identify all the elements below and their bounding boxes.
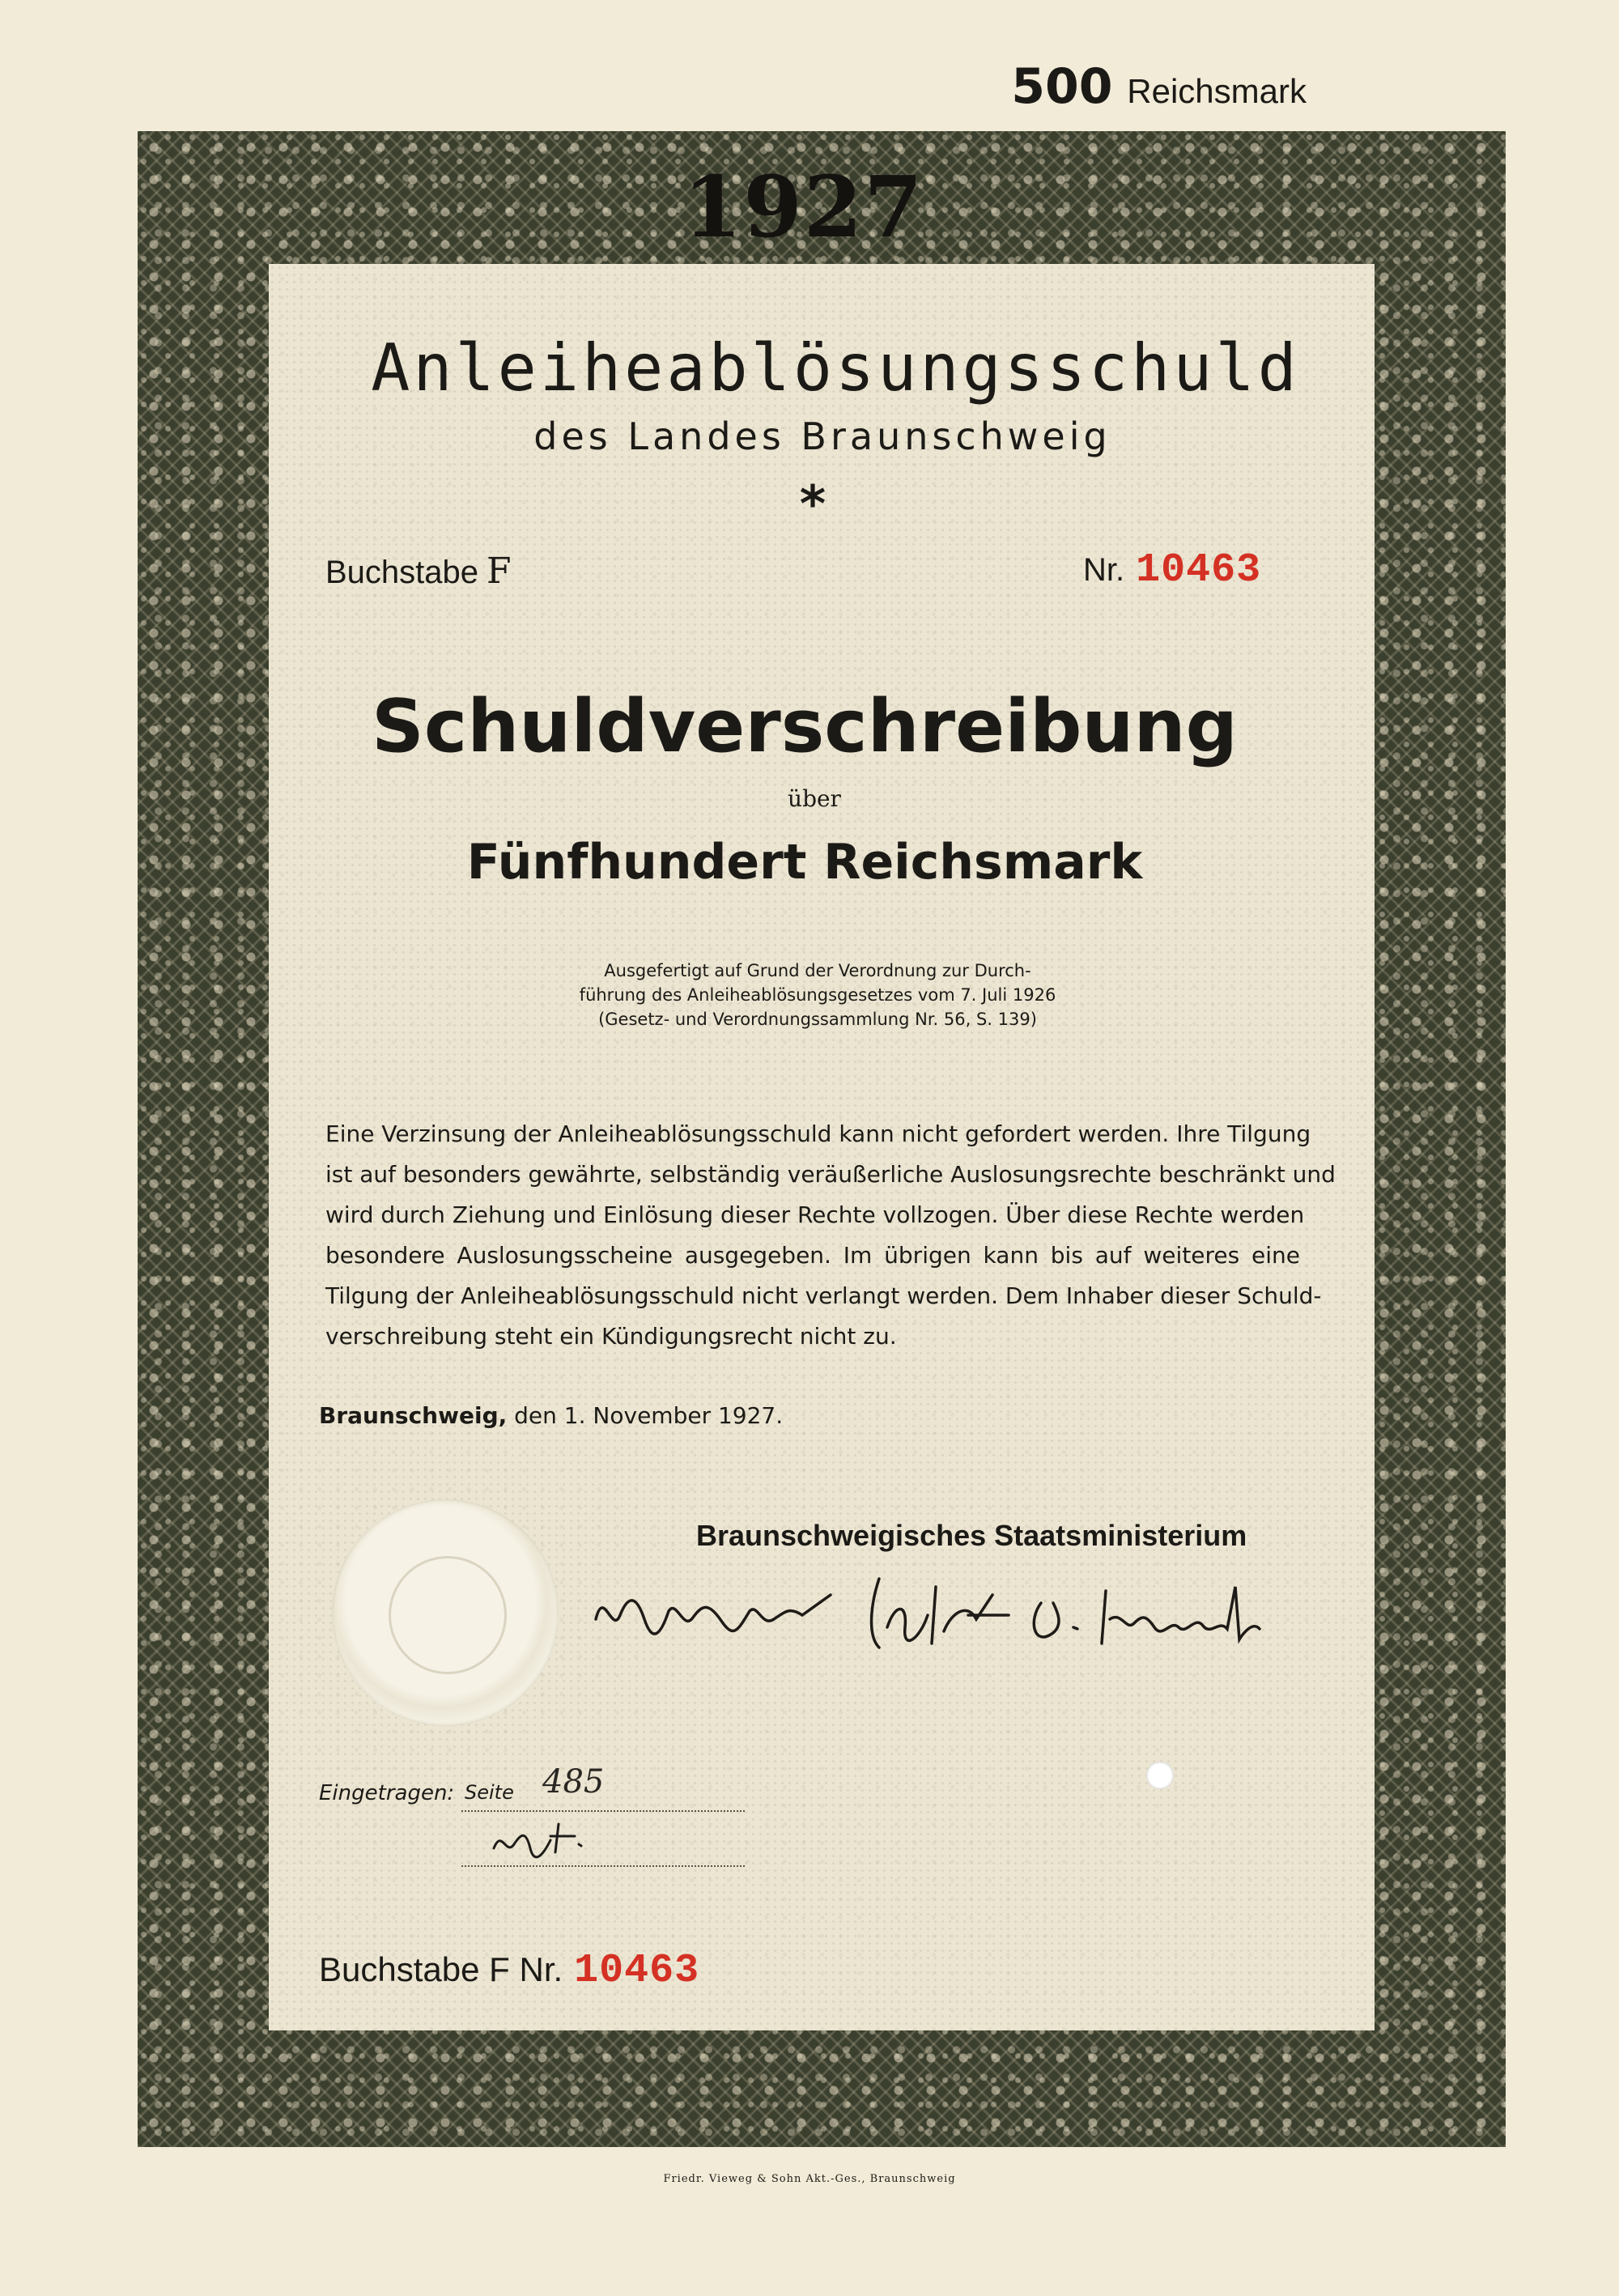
place: Braunschweig, — [319, 1402, 508, 1429]
terms-line: wird durch Ziehung und Einlösung dieser Rechte vollzogen. Über diese Rechte werden — [325, 1201, 1305, 1228]
decree-note — [567, 959, 1069, 1031]
place-and-date — [319, 1402, 783, 1429]
signature-2 — [872, 1579, 1009, 1648]
terms-line: verschreibung steht ein Kündigungsrecht nicht zu. — [325, 1323, 897, 1350]
corner-denomination — [1011, 58, 1307, 115]
printer-imprint: Friedr. Vieweg & Sohn Akt.-Ges., Braunschweig — [663, 2173, 956, 2185]
year-overprint: 1927 — [683, 157, 924, 257]
series-letter-label: Buchstabe — [325, 555, 479, 590]
amount-in-words: Fünfhundert Reichsmark — [466, 834, 1143, 891]
over-word: über — [788, 785, 841, 812]
terms-line: ist auf besonders gewährte, selbständig veräußerliche Auslosungsrechte beschränkt und — [325, 1161, 1336, 1188]
page-entry-value: 485 — [542, 1763, 605, 1801]
certificate-subtitle: des Landes Braunschweig — [533, 415, 1111, 458]
serial-number-value: 10463 — [1136, 547, 1262, 593]
serial-number-label: Nr. — [1083, 552, 1125, 588]
terms-paragraph — [325, 1114, 1336, 1357]
issuer-name: Braunschweigisches Staatsministerium — [696, 1519, 1247, 1552]
terms-line: Eine Verzinsung der Anleiheablösungsschuld kann nicht gefordert werden. Ihre Tilgung — [325, 1120, 1311, 1147]
punch-hole — [1146, 1762, 1174, 1789]
signature-3 — [1034, 1587, 1260, 1643]
bottom-serial — [319, 1948, 699, 1994]
signatures — [588, 1571, 1365, 1660]
corner-denomination-number: 500 — [1011, 58, 1113, 115]
decree-line: (Gesetz- und Verordnungssammlung Nr. 56, S. 139) — [598, 1010, 1037, 1029]
asterisk-ornament: * — [799, 474, 826, 534]
series-letter — [325, 551, 512, 592]
bottom-serial-number: 10463 — [574, 1948, 700, 1994]
seal-emblem — [389, 1556, 507, 1674]
bottom-series-letter: F — [489, 1950, 510, 1988]
terms-line: besondere Auslosungsscheine ausgegeben. Im übrigen kann bis auf weiteres eine — [325, 1242, 1300, 1269]
terms-line: Tilgung der Anleiheablösungsschuld nicht verlangt werden. Dem Inhaber dieser Schuld- — [325, 1282, 1322, 1309]
corner-denomination-unit: Reichsmark — [1127, 72, 1307, 110]
certificate-title: Anleiheablösungsschuld — [371, 330, 1300, 406]
bottom-number-label: Nr. — [519, 1950, 563, 1988]
document-type-heading: Schuldverschreibung — [372, 684, 1238, 769]
date: den 1. November 1927. — [514, 1402, 784, 1429]
page-entry-label: Seite — [465, 1781, 514, 1804]
signature-1 — [596, 1595, 831, 1634]
decree-line: Ausgefertigt auf Grund der Verordnung zur Durch- — [604, 961, 1031, 980]
series-letter-value: F — [487, 551, 512, 592]
clerk-initials — [486, 1812, 599, 1864]
embossed-seal — [332, 1499, 559, 1726]
serial-number — [1083, 547, 1261, 593]
decree-line: führung des Anleiheablösungsgesetzes vom 7. Juli 1926 — [579, 985, 1056, 1005]
bottom-series-letter-label: Buchstabe — [319, 1950, 480, 1988]
registration-label: Eingetragen: — [319, 1781, 455, 1805]
